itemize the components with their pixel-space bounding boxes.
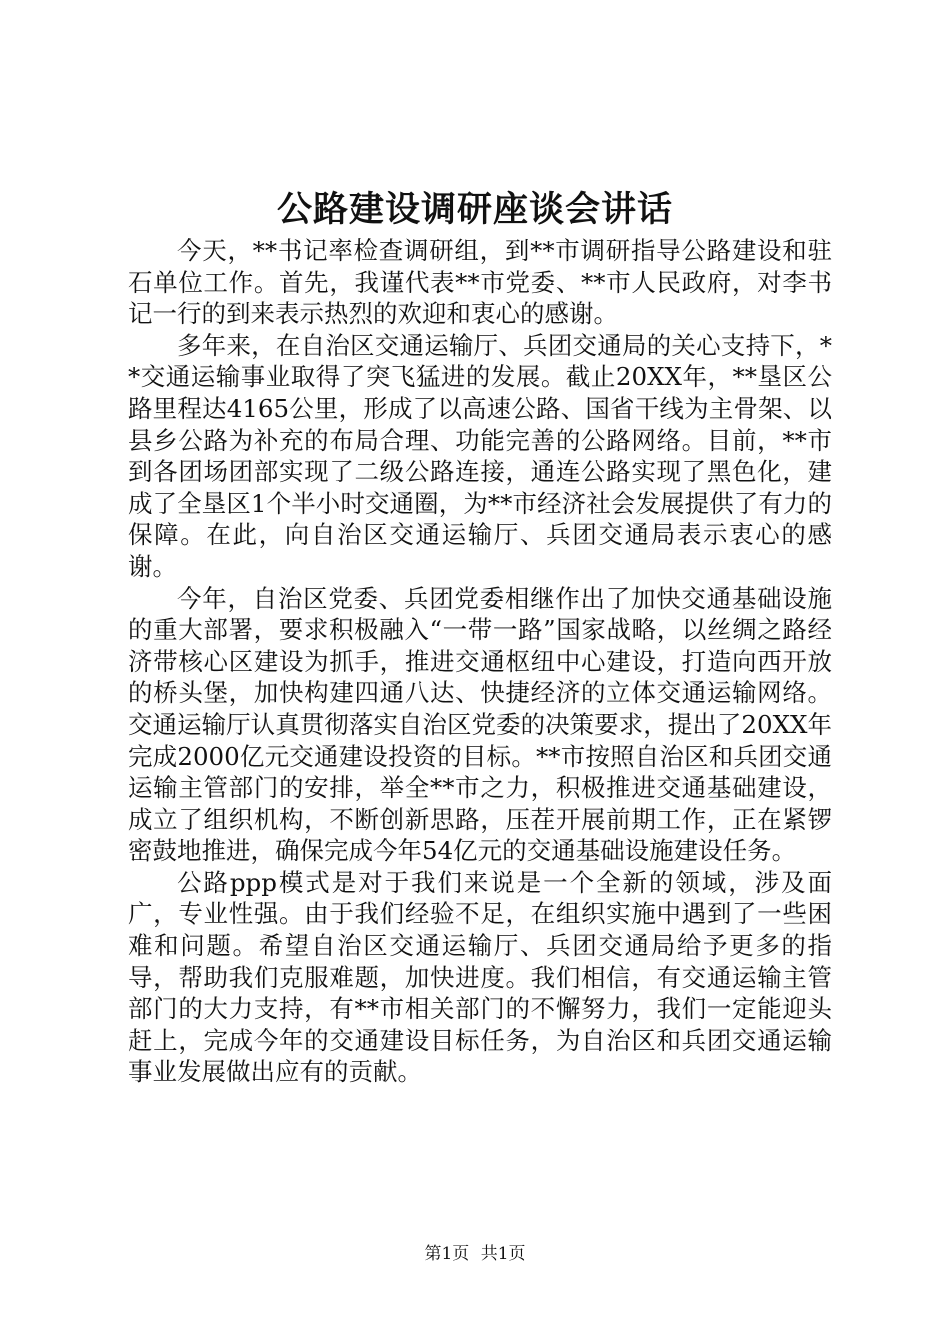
- page-number-total: 共1页: [480, 1244, 526, 1264]
- paragraph-1: 今天，**书记率检查调研组，到**市调研指导公路建设和驻石单位工作。首先，我谨代表**市党委、**市人民政府，对李书记一行的到来表示热烈的欢迎和衷心的感谢。: [128, 236, 832, 329]
- paragraph-2: 多年来，在自治区交通运输厅、兵团交通局的关心支持下，**交通运输事业取得了突飞猛进的发展。截止20XX年，**垦区公路里程达4165公里，形成了以高速公路、国省干线为主骨架、以县乡公路为补充的布局合理、功能完善的公路网络。目前，**市到各团场团部实现了二级公路连接，通连公路实现了黑色化，建成了全垦区1个半小时交通圈，为**市经济社会发展提供了有力的保障。在此，向自治区交通运输厅、兵团交通局表示衷心的感谢。: [128, 330, 832, 581]
- document-title: 公路建设调研座谈会讲话: [276, 189, 673, 230]
- paragraph-3: 今年，自治区党委、兵团党委相继作出了加快交通基础设施的重大部署，要求积极融入“一带一路”国家战略，以丝绸之路经济带核心区建设为抓手，推进交通枢纽中心建设，打造向西开放的桥头堡，加快构建四通八达、快捷经济的立体交通运输网络。交通运输厅认真贯彻落实自治区党委的决策要求，提出了20XX年完成2000亿元交通建设投资的目标。**市按照自治区和兵团交通运输主管部门的安排，举全**市之力，积极推进交通基础建设，成立了组织机构，不断创新思路，压茬开展前期工作，正在紧锣密鼓地推进，确保完成今年54亿元的交通基础设施建设任务。: [128, 583, 832, 866]
- page-number-current: 第1页: [424, 1244, 470, 1264]
- document-body: [128, 235, 832, 1088]
- page-footer: [0, 1243, 950, 1265]
- paragraph-4: 公路ppp模式是对于我们来说是一个全新的领域，涉及面广，专业性强。由于我们经验不足，在组织实施中遇到了一些困难和问题。希望自治区交通运输厅、兵团交通局给予更多的指导，帮助我们克服难题，加快进度。我们相信，有交通运输主管部门的大力支持，有**市相关部门的不懈努力，我们一定能迎头赶上，完成今年的交通建设目标任务，为自治区和兵团交通运输事业发展做出应有的贡献。: [128, 867, 832, 1087]
